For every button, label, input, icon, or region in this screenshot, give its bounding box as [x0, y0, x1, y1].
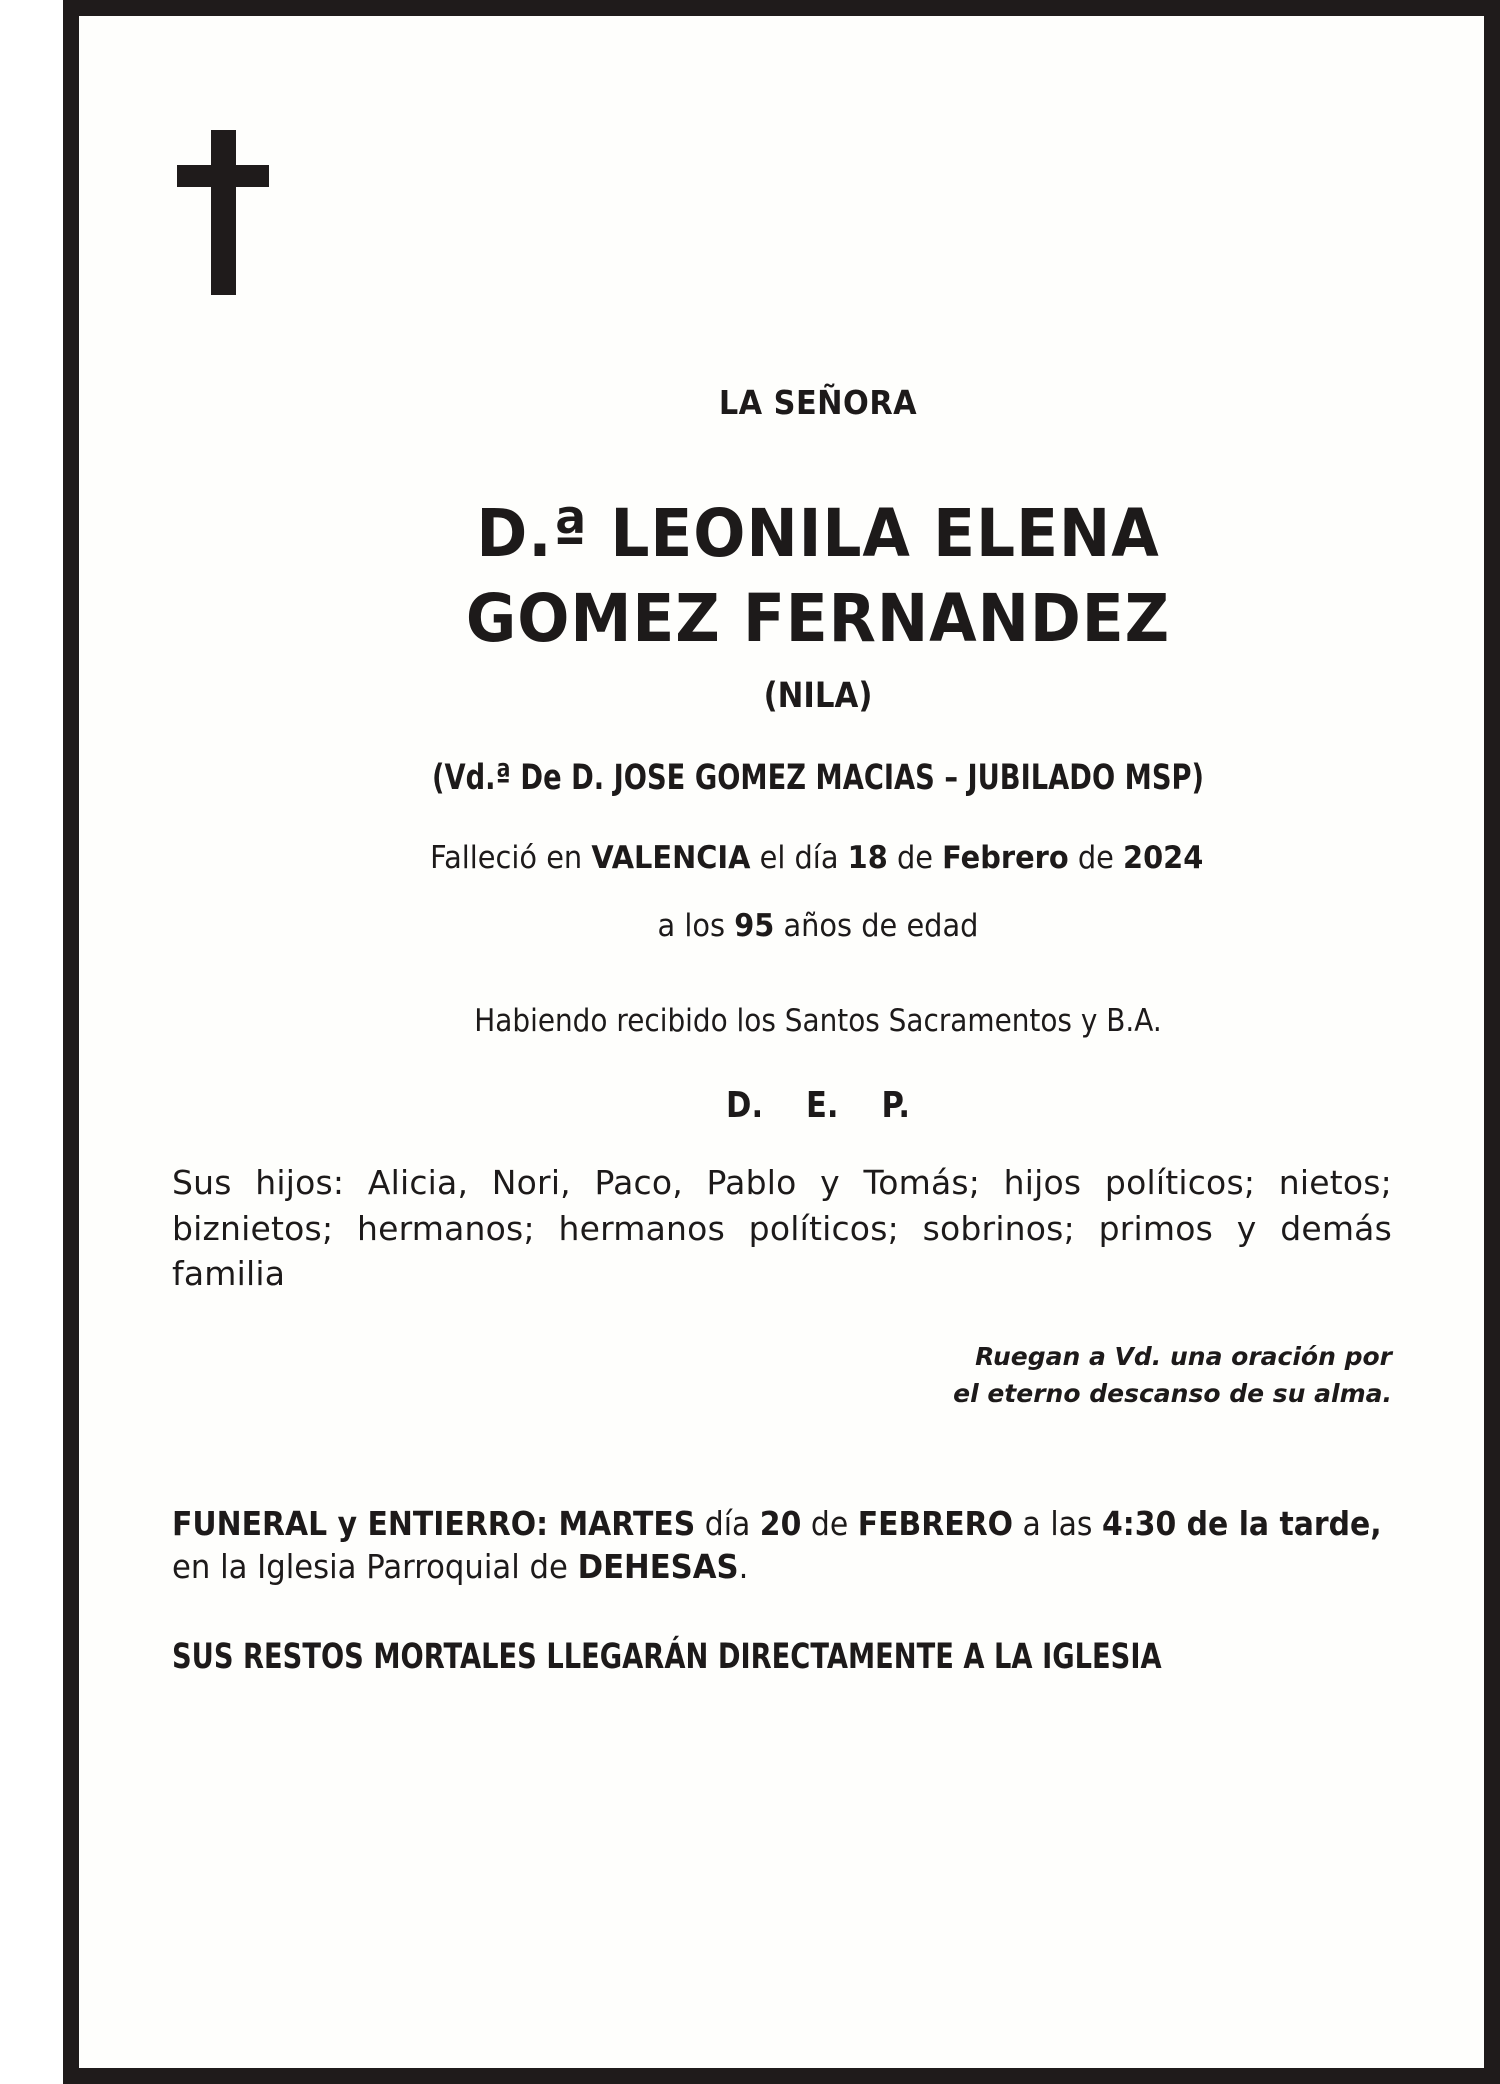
funeral-place: DEHESAS — [577, 1547, 739, 1586]
death-text: Falleció en — [430, 840, 592, 876]
funeral-line1 — [172, 1502, 1382, 1545]
death-city: VALENCIA — [591, 840, 751, 876]
death-text: de — [887, 840, 943, 876]
funeral-text: a las — [1013, 1504, 1102, 1543]
age-text: años de edad — [774, 908, 979, 944]
cross-horizontal-bar — [177, 165, 269, 187]
sacraments-line: Habiendo recibido los Santos Sacramentos y B.A. — [474, 1003, 1162, 1039]
prayer-request — [700, 1338, 1392, 1412]
funeral-info — [172, 1502, 1412, 1588]
funeral-line2 — [172, 1545, 1325, 1588]
death-text: de — [1068, 840, 1124, 876]
deceased-name-line2: GOMEZ FERNANDEZ — [465, 580, 1171, 657]
funeral-month: FEBRERO — [857, 1504, 1014, 1543]
age-line — [57, 908, 1500, 944]
deceased-nickname: (NILA) — [763, 676, 873, 716]
funeral-place-text: . — [738, 1547, 749, 1586]
prayer-line1: Ruegan a Vd. una oración por — [975, 1342, 1392, 1371]
funeral-text: de — [801, 1504, 858, 1543]
death-info-line — [56, 840, 1500, 876]
cross-vertical-bar — [211, 130, 236, 295]
funeral-text: día — [695, 1504, 760, 1543]
age-value: 95 — [734, 908, 775, 944]
death-year: 2024 — [1123, 840, 1204, 876]
death-text: el día — [750, 840, 848, 876]
funeral-weekday: MARTES — [558, 1504, 696, 1543]
age-text: a los — [657, 908, 735, 944]
dep-line: D. E. P. — [726, 1085, 910, 1126]
remains-notice: SUS RESTOS MORTALES LLEGARÁN DIRECTAMENTE A LA IGLESIA — [172, 1637, 1162, 1677]
family-paragraph: Sus hijos: Alicia, Nori, Paco, Pablo y Tomás; hijos políticos; nietos; biznietos; hermanos; hermanos políticos; sobrinos; primos y demás familia — [172, 1163, 1392, 1293]
funeral-place-text: en la Iglesia Parroquial de — [172, 1547, 578, 1586]
funeral-label: FUNERAL y ENTIERRO: — [172, 1504, 559, 1543]
deceased-name-line1: D.ª LEONILA ELENA — [476, 495, 1160, 572]
death-month: Febrero — [942, 840, 1069, 876]
widow-of-line: (Vd.ª De D. JOSE GOMEZ MACIAS – JUBILADO MSP) — [431, 758, 1204, 798]
prayer-line2: el eterno descanso de su alma. — [953, 1379, 1392, 1408]
funeral-time: 4:30 de la tarde, — [1101, 1504, 1382, 1543]
funeral-day: 20 — [759, 1504, 802, 1543]
death-day: 18 — [847, 840, 888, 876]
title-prefix: LA SEÑORA — [718, 383, 918, 422]
notice-border-frame — [63, 0, 1500, 2084]
